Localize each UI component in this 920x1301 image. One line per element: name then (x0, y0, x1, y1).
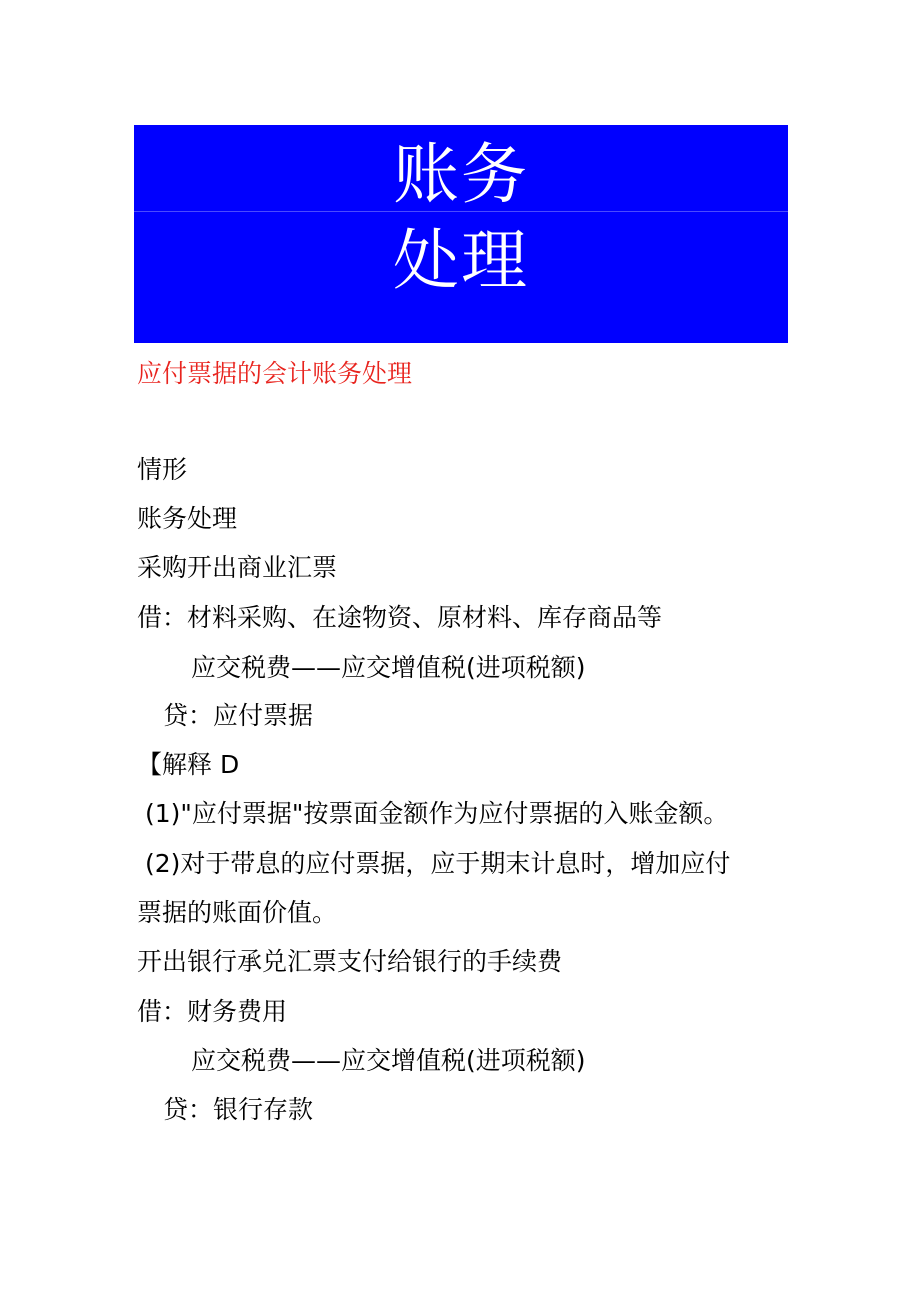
banner-title-line-1: 账务 (393, 136, 529, 213)
entry-debit-tax-line: 应交税费——应交增值税(进项税额) (191, 653, 586, 682)
text-line-accounting: 账务处理 (137, 504, 238, 533)
entry-debit-line: 借：材料采购、在途物资、原材料、库存商品等 (137, 603, 663, 632)
text-line-purchase-bill: 采购开出商业汇票 (137, 553, 338, 582)
text-line-situation: 情形 (137, 455, 188, 484)
explanation-item-1: (1)"应付票据"按票面金额作为应付票据的入账金额。 (145, 799, 729, 828)
explanation-heading: 【解释 D (137, 750, 240, 779)
entry-credit-line: 贷：应付票据 (163, 701, 314, 730)
explanation-item-2: (2)对于带息的应付票据，应于期末计息时，增加应付 (145, 849, 731, 878)
entry2-debit-line: 借：财务费用 (137, 997, 288, 1026)
entry2-credit-line: 贷：银行存款 (163, 1095, 314, 1124)
explanation-item-2-cont: 票据的账面价值。 (137, 898, 338, 927)
title-banner (134, 125, 788, 343)
text-line-bank-fee: 开出银行承兑汇票支付给银行的手续费 (137, 947, 563, 976)
entry2-debit-tax-line: 应交税费——应交增值税(进项税额) (191, 1046, 586, 1075)
banner-title-line-2: 处理 (393, 222, 529, 299)
document-subtitle: 应付票据的会计账务处理 (137, 359, 413, 388)
